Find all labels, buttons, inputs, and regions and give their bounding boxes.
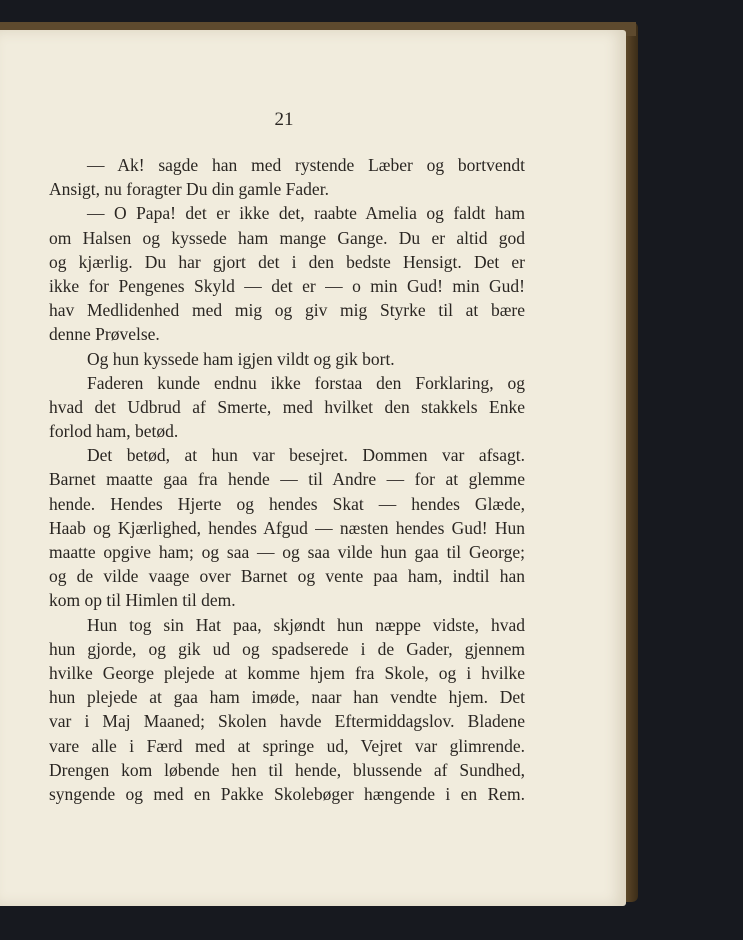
page-number: 21 bbox=[274, 109, 294, 130]
text-line: hun plejede at gaa ham imøde, naar han vendte hjem. Det bbox=[49, 687, 525, 708]
text-line: maatte opgive ham; og saa — og saa vilde hun gaa til George; bbox=[49, 542, 525, 562]
text-line: hende. Hendes Hjerte og hendes Skat — hendes Glæde, bbox=[49, 493, 525, 514]
text-line: var i Maj Maaned; Skolen havde Eftermiddagslov. Bladene bbox=[49, 711, 525, 732]
text-line: — O Papa! det er ikke det, raabte Amelia og faldt ham bbox=[87, 203, 525, 224]
text-line: — Ak! sagde han med rystende Læber og bortvendt bbox=[87, 155, 525, 175]
text-line: vare alle i Færd med at springe ud, Vejret var glimrende. bbox=[49, 735, 525, 756]
text-line: kom op til Himlen til dem. bbox=[49, 590, 236, 611]
text-line: Og hun kyssede ham igjen vildt og gik bort. bbox=[87, 348, 395, 369]
text-line: og de vilde vaage over Barnet og vente paa ham, indtil han bbox=[49, 566, 525, 587]
text-line: Faderen kunde endnu ikke forstaa den Forklaring, og bbox=[87, 372, 525, 393]
text-line: syngende og med en Pakke Skolebøger hængende i en Rem. bbox=[49, 783, 525, 804]
text-line: ikke for Pengenes Skyld — det er — o min Gud! min Gud! bbox=[49, 275, 525, 296]
text-line: om Halsen og kyssede ham mange Gange. Du er altid god bbox=[49, 227, 525, 248]
text-line: Haab og Kjærlighed, hendes Afgud — næsten hendes Gud! Hun bbox=[49, 517, 525, 538]
text-line: hvilke George plejede at komme hjem fra Skole, og i hvilke bbox=[49, 662, 525, 683]
text-line: hun gjorde, og gik ud og spadserede i de Gader, gjennem bbox=[49, 638, 525, 659]
book-page bbox=[0, 30, 626, 906]
text-line: Barnet maatte gaa fra hende — til Andre — for at glemme bbox=[49, 469, 525, 490]
body-text bbox=[49, 153, 525, 806]
text-line: og kjærlig. Du har gjort det i den bedste Hensigt. Det er bbox=[49, 251, 525, 272]
text-line: Drengen kom løbende hen til hende, blussende af Sundhed, bbox=[49, 759, 525, 780]
text-line: Ansigt, nu foragter Du din gamle Fader. bbox=[49, 179, 329, 200]
text-line: hav Medlidenhed med mig og giv mig Styrke til at bære bbox=[49, 300, 525, 321]
text-line: denne Prøvelse. bbox=[49, 324, 160, 345]
text-line: Hun tog sin Hat paa, skjøndt hun næppe vidste, hvad bbox=[87, 614, 525, 635]
text-line: Det betød, at hun var besejret. Dommen var afsagt. bbox=[87, 445, 525, 466]
text-line: forlod ham, betød. bbox=[49, 421, 179, 442]
text-line: hvad det Udbrud af Smerte, med hvilket den stakkels Enke bbox=[49, 396, 525, 417]
